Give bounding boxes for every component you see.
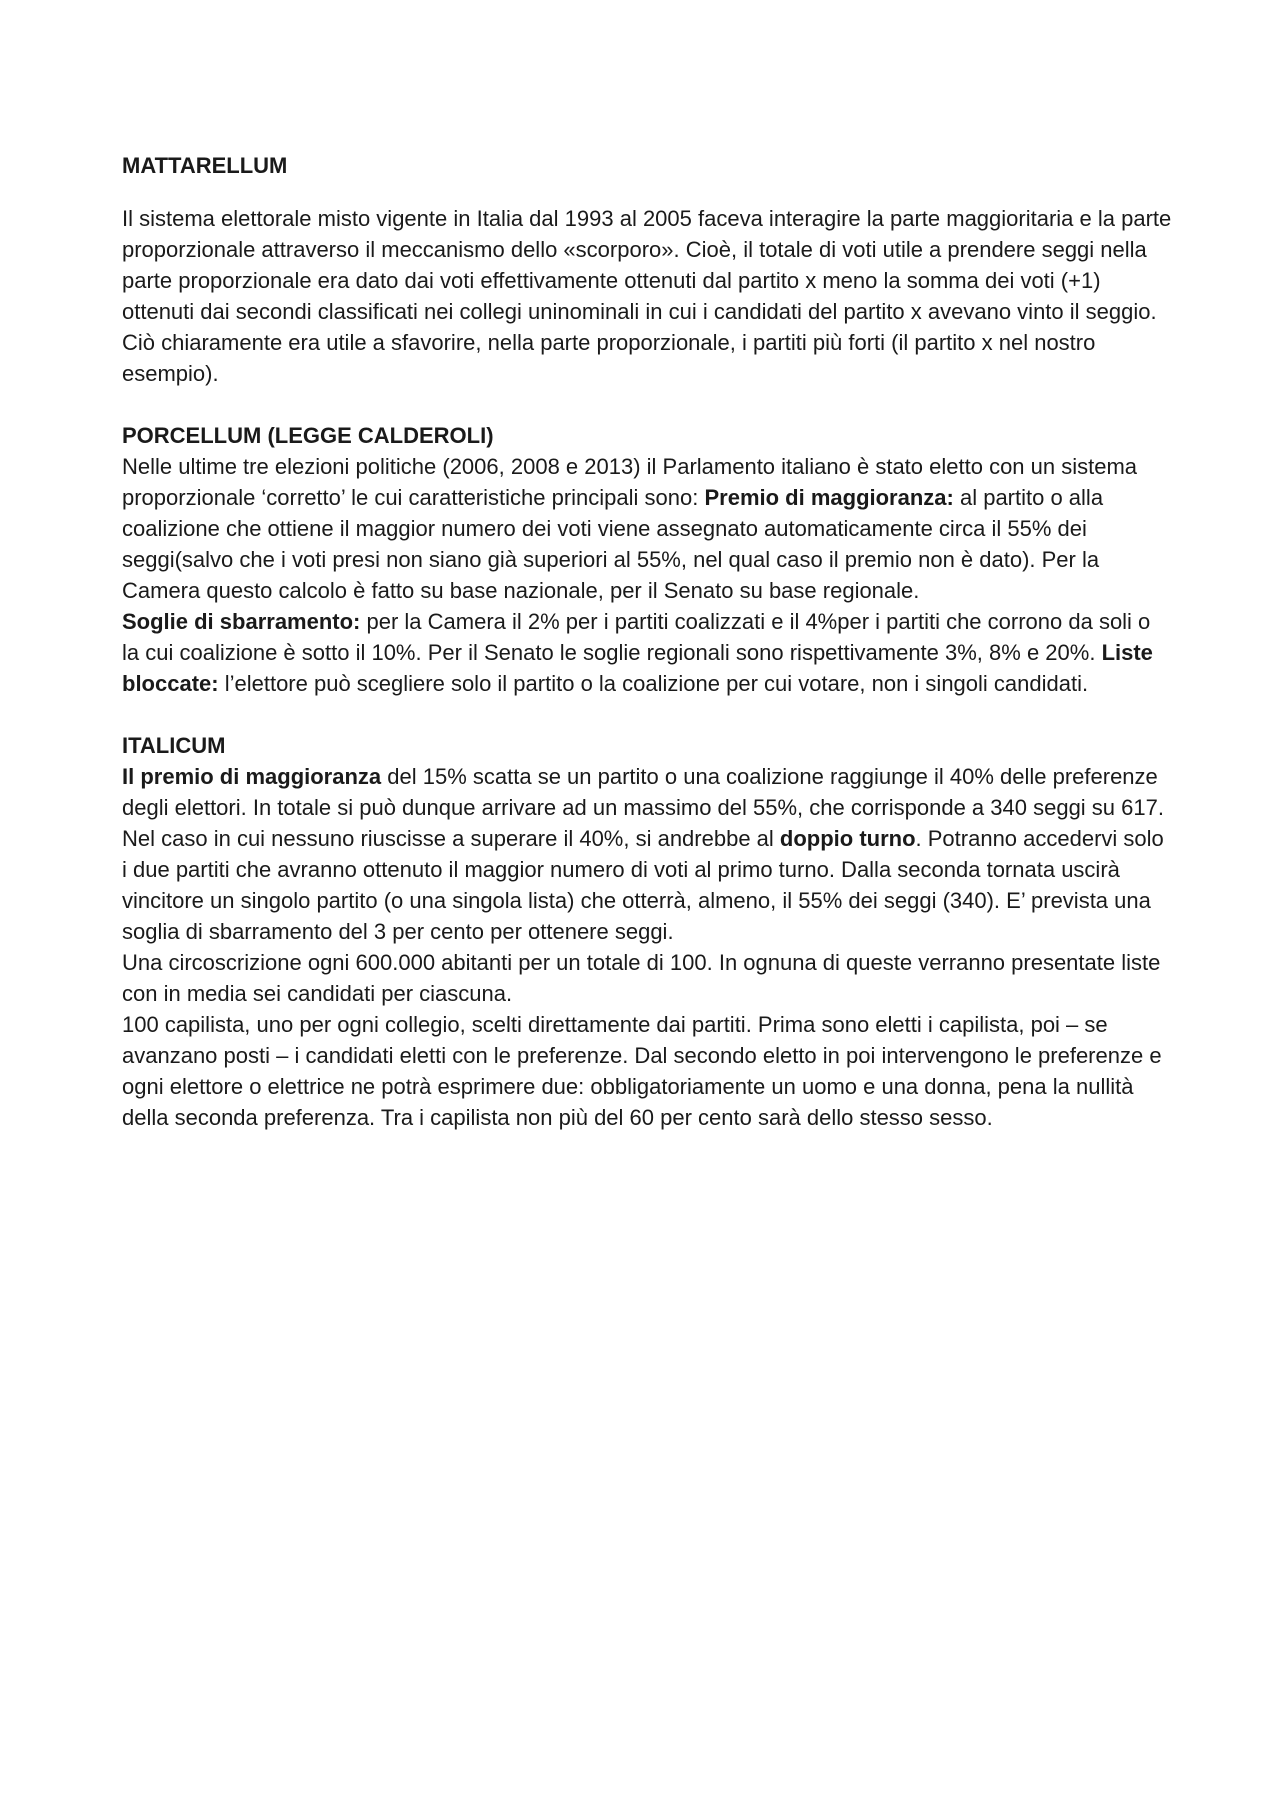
porcellum-p1-rest: al partito o alla coalizione che ottiene il maggior numero dei voti viene assegnato automaticamente circa il 55% dei seggi(salvo che i voti presi non siano già superiori al 55%, nel qual caso il premio non è dato). Per la Camera questo calcolo è fatto su base nazionale, per il Senato su base regionale. <box>122 485 1104 603</box>
porcellum-p2-bold: Soglie di sbarramento: <box>122 609 361 634</box>
paragraph-italicum-1 <box>122 761 1172 823</box>
porcellum-p1-text: Nelle ultime tre elezioni politiche (2006, 2008 e 2013) il Parlamento italiano è stato eletto con un sistema proporzionale ‘corretto’ le cui caratteristiche principali sono: <box>122 454 1138 510</box>
italicum-p2-text: Nel caso in cui nessuno riuscisse a superare il 40%, si andrebbe al <box>122 826 780 851</box>
italicum-p1-text: del 15% scatta se un partito o una coalizione raggiunge il 40% delle preferenze degli elettori. In totale si può dunque arrivare ad un massimo del 55%, che corrisponde a 340 seggi su 617. <box>122 764 1164 820</box>
heading-italicum: ITALICUM <box>122 733 226 758</box>
paragraph-italicum-3: Una circoscrizione ogni 600.000 abitanti per un totale di 100. In ognuna di queste verranno presentate liste con in media sei candidati per ciascuna. <box>122 950 1161 1006</box>
section-mattarellum <box>122 150 1172 389</box>
paragraph-italicum-4: 100 capilista, uno per ogni collegio, scelti direttamente dai partiti. Prima sono eletti i capilista, poi – se avanzano posti – i candidati eletti con le preferenze. Dal secondo eletto in poi intervengono le preferenze e ogni elettore o elettrice ne potrà esprimere due: obbligatoriamente un uomo e una donna, pena la nullità della seconda preferenza. Tra i capilista non più del 60 per cento sarà dello stesso sesso. <box>122 1012 1162 1130</box>
paragraph-mattarellum: Il sistema elettorale misto vigente in Italia dal 1993 al 2005 faceva interagire la parte maggioritaria e la parte proporzionale attraverso il meccanismo dello «scorporo». Cioè, il totale di voti utile a prendere seggi nella parte proporzionale era dato dai voti effettivamente ottenuti dal partito x meno la somma dei voti (+1) ottenuti dai secondi classificati nei collegi uninominali in cui i candidati del partito x avevano vinto il seggio. Ciò chiaramente era utile a sfavorire, nella parte proporzionale, i partiti più forti (il partito x nel nostro esempio). <box>122 206 1172 386</box>
heading-porcellum: PORCELLUM (LEGGE CALDEROLI) <box>122 423 494 448</box>
document-page <box>122 150 1172 1133</box>
porcellum-p2-rest: l’elettore può scegliere solo il partito o la coalizione per cui votare, non i singoli candidati. <box>218 671 1089 696</box>
porcellum-p1-bold: Premio di maggioranza: <box>704 485 954 510</box>
italicum-p2-bold: doppio turno <box>779 826 916 851</box>
italicum-p1-bold: Il premio di maggioranza <box>122 764 382 789</box>
italicum-p2-rest: . Potranno accedervi solo i due partiti che avranno ottenuto il maggior numero di voti al primo turno. Dalla seconda tornata uscirà vincitore un singolo partito (o una singola lista) che otterrà, almeno, il 55% dei seggi (340). E’ prevista una soglia di sbarramento del 3 per cento per ottenere seggi. <box>122 826 1164 944</box>
paragraph-porcellum-1 <box>122 451 1172 606</box>
paragraph-porcellum-2 <box>122 606 1172 699</box>
heading-mattarellum: MATTARELLUM <box>122 153 288 178</box>
section-italicum <box>122 730 1172 1133</box>
section-porcellum <box>122 420 1172 699</box>
porcellum-p2-text: per la Camera il 2% per i partiti coalizzati e il 4%per i partiti che corrono da soli o la cui coalizione è sotto il 10%. Per il Senato le soglie regionali sono rispettivamente 3%, 8% e 20%. <box>122 609 1151 665</box>
porcellum-p2-bold2: Liste bloccate: <box>122 640 1153 696</box>
paragraph-italicum-2 <box>122 823 1172 947</box>
